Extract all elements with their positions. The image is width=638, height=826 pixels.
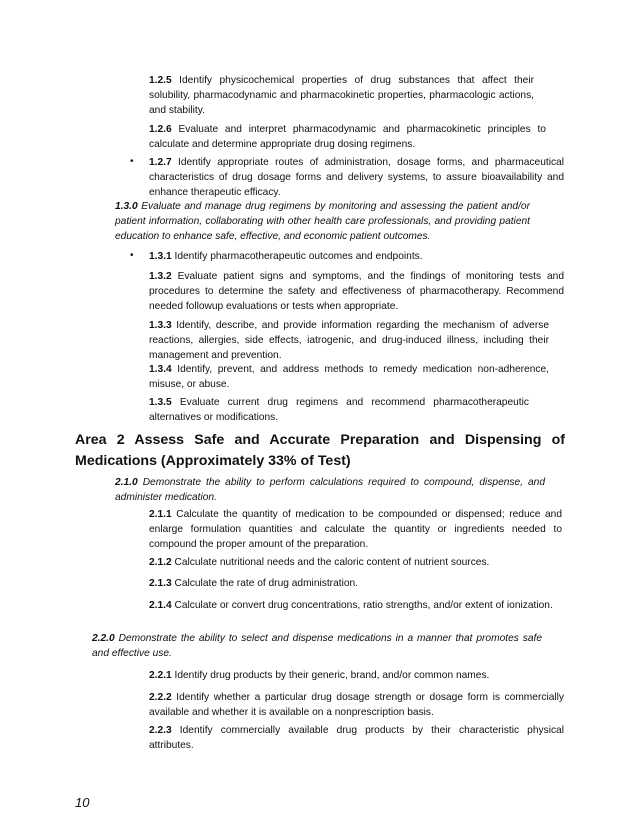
objective-1-3-3 [149,318,549,364]
objective-2-1-3 [149,576,562,591]
objective-number: 2.1.2 [149,557,172,568]
objective-1-2-6 [149,122,546,152]
page-number: 10 [75,795,90,810]
objective-1-2-7 [149,155,564,201]
objective-number: 2.2.3 [149,725,172,736]
objective-number: 1.2.6 [149,124,172,135]
objective-2-1-4 [149,598,563,613]
objective-text: Identify appropriate routes of administration, dosage forms, and pharmaceutical characteristics of drug dosage forms and delivery systems, to assure bioavailability and enhance therapeutic efficacy. [149,157,564,199]
objective-number: 1.3.5 [149,397,172,408]
objective-text: Identify, prevent, and address methods to remedy medication non-adherence, misuse, or abuse. [149,364,549,391]
objective-number: 2.1.1 [149,509,172,520]
objective-2-1-1 [149,507,562,553]
objective-number: 1.3.0 [115,201,138,212]
objective-text: Demonstrate the ability to perform calculations required to compound, dispense, and administer medication. [115,477,545,504]
objective-text: Evaluate and interpret pharmacodynamic and pharmacokinetic principles to calculate and determine appropriate drug dosing regimens. [149,124,546,151]
objective-text: Identify physicochemical properties of drug substances that affect their solubility, pharmacodynamic and pharmacokinetic properties, pharmacologic actions, and stability. [149,75,534,117]
objective-text: Evaluate patient signs and symptoms, and the findings of monitoring tests and procedures to determine the safety and effectiveness of pharmacotherapy. Recommend needed followup evaluations or tests when appropriate. [149,271,564,313]
objective-number: 2.2.0 [92,633,115,644]
objective-2-1-0 [115,475,545,505]
objective-1-3-1 [149,249,564,264]
objective-number: 2.1.0 [115,477,138,488]
objective-1-3-4 [149,362,549,392]
objective-1-3-0 [115,199,530,245]
objective-number: 1.3.2 [149,271,172,282]
objective-number: 2.2.2 [149,692,172,703]
objective-2-1-2 [149,555,562,570]
objective-2-2-0 [92,631,542,661]
objective-text: Identify, describe, and provide information regarding the mechanism of adverse reactions, allergies, side effects, iatrogenic, and drug-induced illness, including their management and prevention. [149,320,549,362]
objective-text: Calculate nutritional needs and the caloric content of nutrient sources. [174,557,490,568]
bullet-icon: • [130,156,134,167]
objective-text: Calculate the quantity of medication to be compounded or dispensed; reduce and enlarge formulation quantities and calculate the quantity or ingredients needed to compound the proper amount of the preparation. [149,509,562,551]
objective-number: 2.1.3 [149,578,172,589]
objective-text: Identify commercially available drug products by their characteristic physical attributes. [149,725,564,752]
objective-1-3-5 [149,395,529,425]
bullet-icon: • [130,250,134,261]
objective-number: 1.2.5 [149,75,172,86]
objective-2-2-1 [149,668,562,683]
objective-text: Evaluate and manage drug regimens by monitoring and assessing the patient and/or patient information, collaborating with other health care professionals, and providing patient education to enhance safe, effective, and economic patient outcomes. [115,201,530,243]
objective-text: Identify pharmacotherapeutic outcomes and endpoints. [174,251,423,262]
objective-2-2-2 [149,690,564,720]
objective-number: 1.3.4 [149,364,172,375]
objective-text: Calculate or convert drug concentrations, ratio strengths, and/or extent of ionization. [174,600,553,611]
objective-text: Evaluate current drug regimens and recommend pharmacotherapeutic alternatives or modifications. [149,397,529,424]
objective-1-2-5 [149,73,534,119]
objective-text: Demonstrate the ability to select and dispense medications in a manner that promotes safe and effective use. [92,633,543,660]
objective-number: 1.3.3 [149,320,172,331]
area-2-heading: Area 2 Assess Safe and Accurate Preparation and Dispensing of Medications (Approximately 33% of Test) [75,432,565,469]
objective-number: 2.2.1 [149,670,172,681]
objective-text: Identify drug products by their generic, brand, and/or common names. [174,670,490,681]
objective-2-2-3 [149,723,564,753]
objective-number: 1.2.7 [149,157,172,168]
objective-text: Calculate the rate of drug administration. [174,578,358,589]
objective-number: 2.1.4 [149,600,172,611]
objective-1-3-2 [149,269,564,315]
objective-text: Identify whether a particular drug dosage strength or dosage form is commercially available and whether it is available on a nonprescription basis. [149,692,564,719]
objective-number: 1.3.1 [149,251,172,262]
